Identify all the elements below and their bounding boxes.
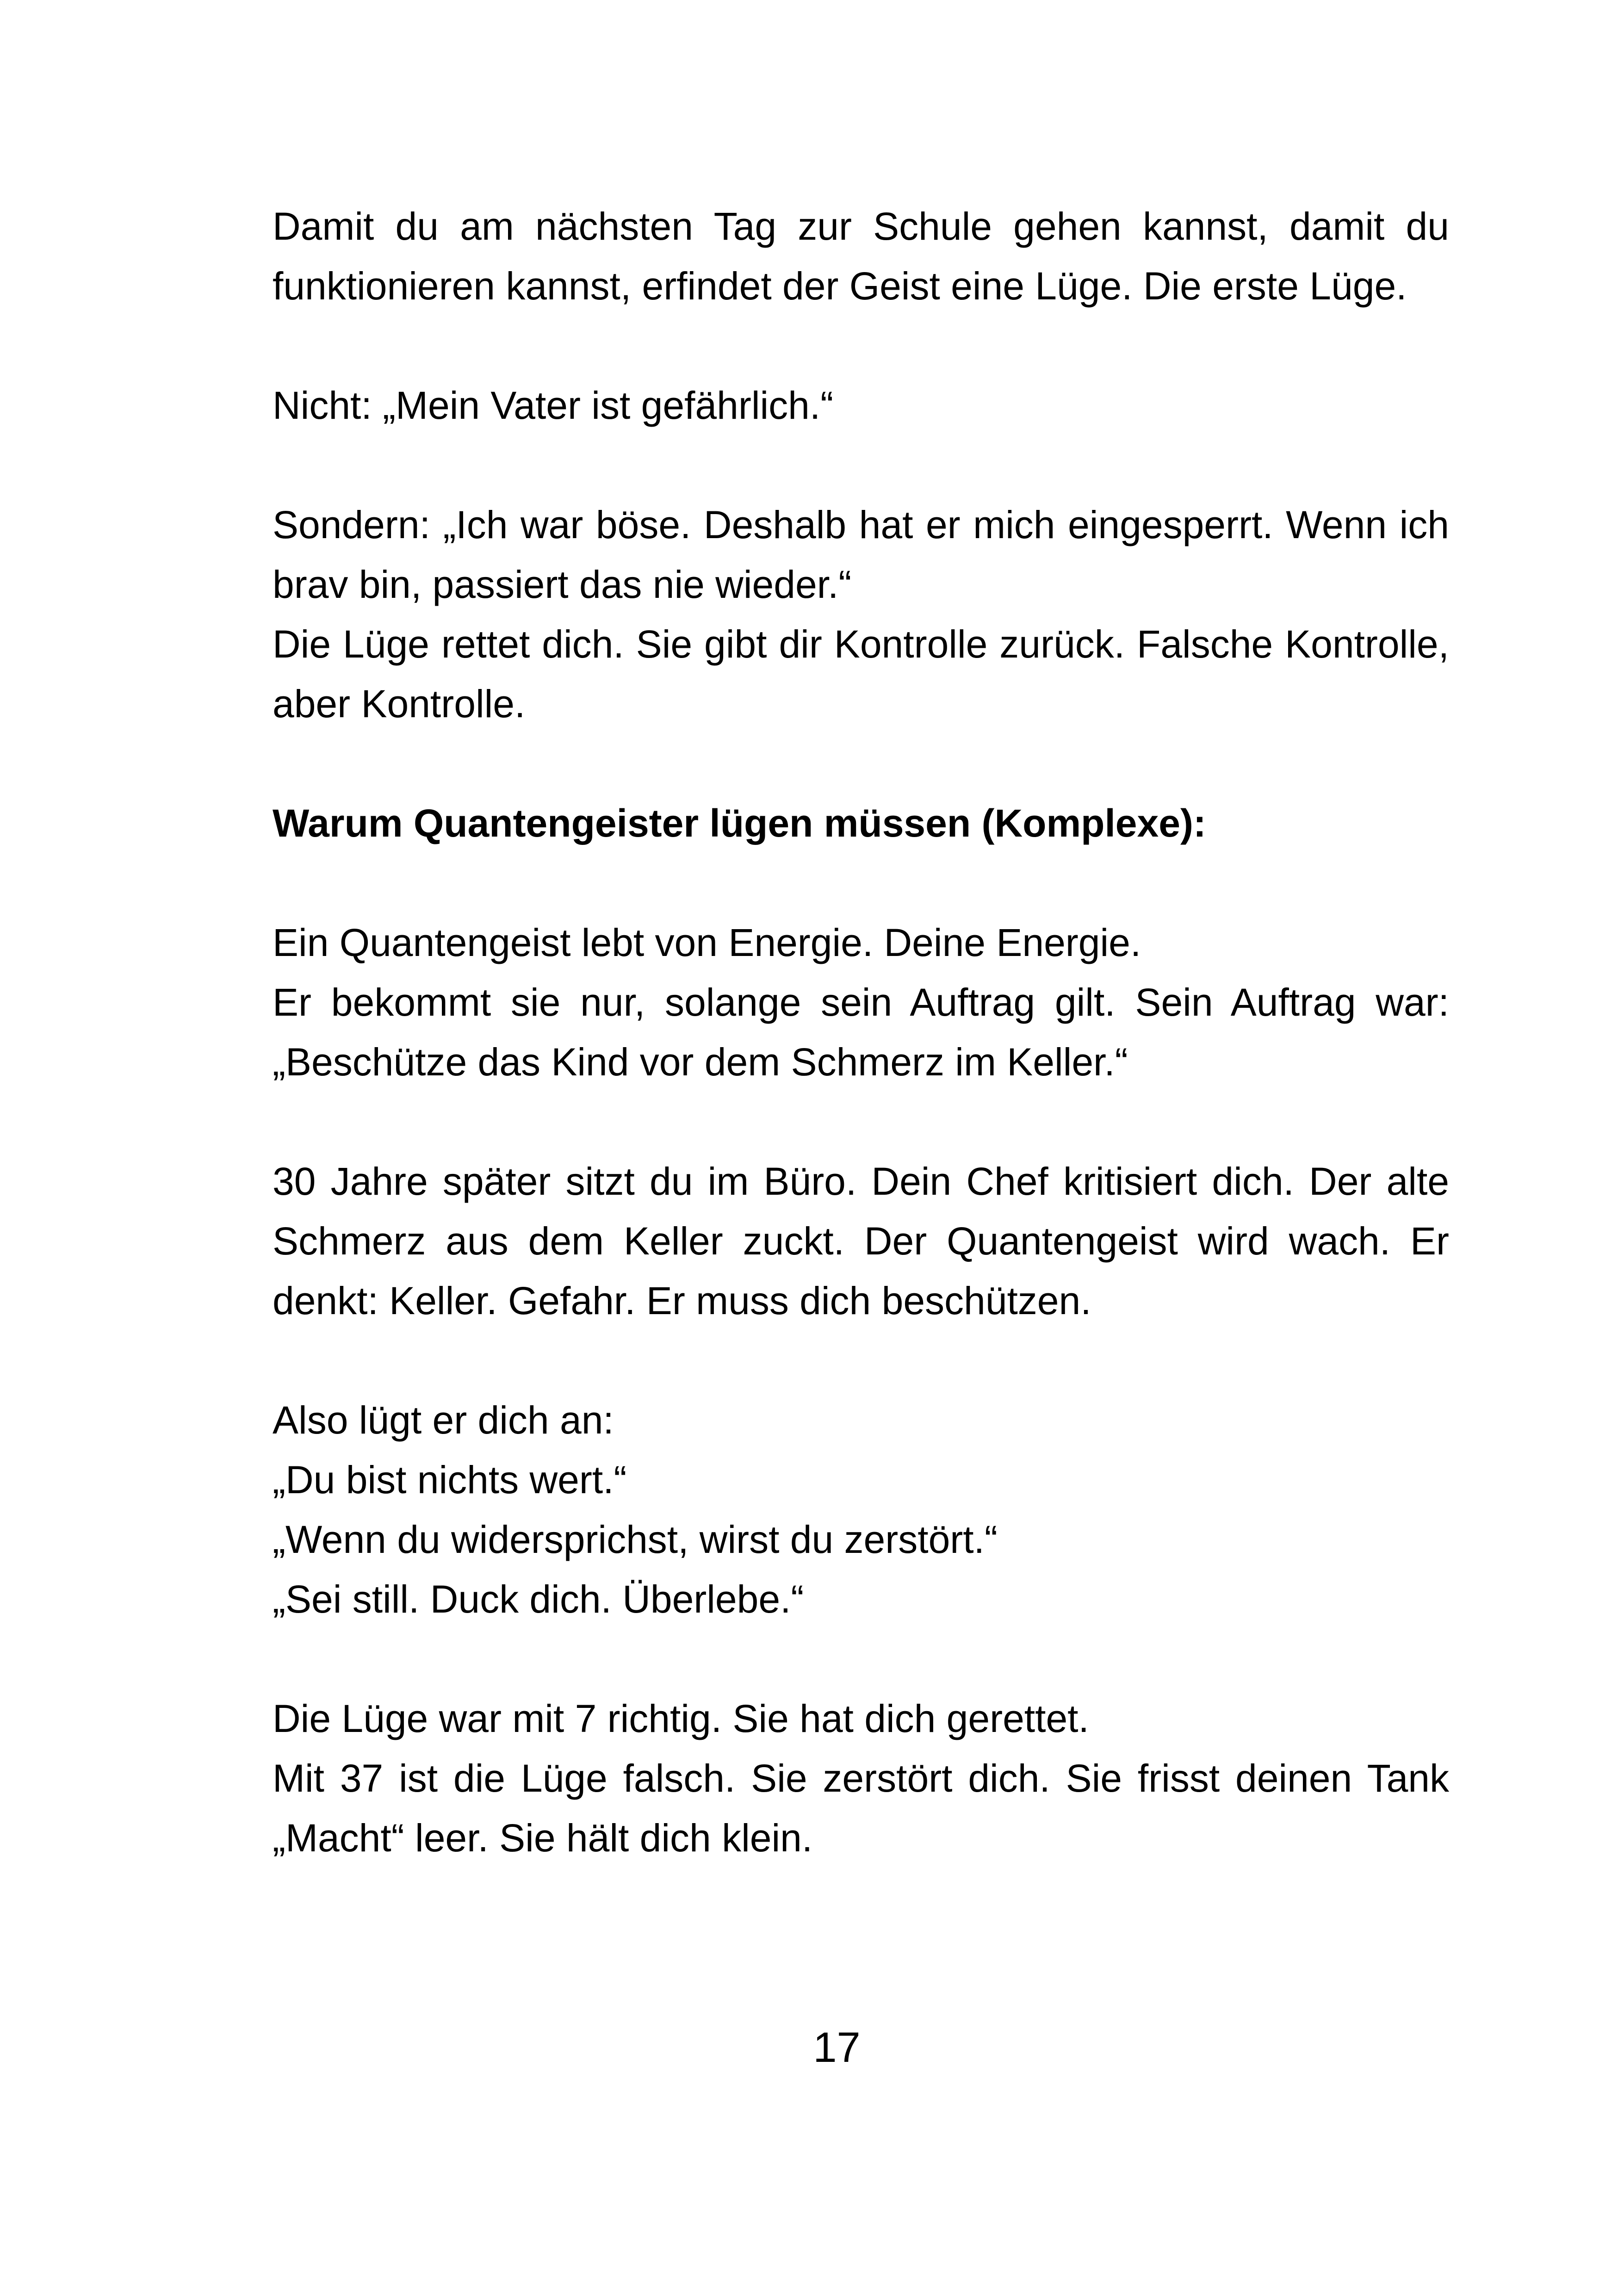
quote-worthless: „Du bist nichts wert.“ xyxy=(273,1458,627,1502)
paragraph-gap xyxy=(273,435,1449,495)
page-number: 17 xyxy=(813,2024,861,2071)
paragraph-age-thirty-seven: Mit 37 ist die Lüge falsch. Sie zerstört dich. Sie frisst deinen Tank „Macht“ leer. Sie hält dich klein. xyxy=(273,1756,1449,1860)
section-heading: Warum Quantengeister lügen müssen (Komplexe): xyxy=(273,801,1206,845)
paragraph-gap xyxy=(273,853,1449,913)
quote-survive: „Sei still. Duck dich. Überlebe.“ xyxy=(273,1577,804,1621)
paragraph-lies-intro: Also lügt er dich an: xyxy=(273,1398,614,1442)
paragraph-mission: Er bekommt sie nur, solange sein Auftrag gilt. Sein Auftrag war: „Beschütze das Kind vor dem Schmerz im Keller.“ xyxy=(273,980,1449,1084)
paragraph-energy: Ein Quantengeist lebt von Energie. Deine Energie. xyxy=(273,921,1141,964)
paragraph-office: 30 Jahre später sitzt du im Büro. Dein Chef kritisiert dich. Der alte Schmerz aus dem Keller zuckt. Der Quantengeist wird wach. Er denkt: Keller. Gefahr. Er muss dich beschützen. xyxy=(273,1160,1449,1322)
paragraph-age-seven: Die Lüge war mit 7 richtig. Sie hat dich gerettet. xyxy=(273,1697,1089,1740)
quote-destroyed: „Wenn du widersprichst, wirst du zerstört.“ xyxy=(273,1518,998,1561)
paragraph-lie-saves: Die Lüge rettet dich. Sie gibt dir Kontrolle zurück. Falsche Kontrolle, aber Kontrolle. xyxy=(273,622,1449,726)
paragraph-first-lie: Damit du am nächsten Tag zur Schule gehen kannst, damit du funktionieren kannst, erfindet der Geist eine Lüge. Die erste Lüge. xyxy=(273,205,1449,308)
paragraph-gap xyxy=(273,1629,1449,1689)
page-body xyxy=(273,197,1449,1868)
paragraph-gap xyxy=(273,316,1449,376)
paragraph-gap xyxy=(273,1092,1449,1152)
paragraph-gap xyxy=(273,1331,1449,1390)
paragraph-not: Nicht: „Mein Vater ist gefährlich.“ xyxy=(273,384,834,427)
paragraph-instead: Sondern: „Ich war böse. Deshalb hat er mich eingesperrt. Wenn ich brav bin, passiert das nie wieder.“ xyxy=(273,503,1449,606)
paragraph-gap xyxy=(273,734,1449,794)
